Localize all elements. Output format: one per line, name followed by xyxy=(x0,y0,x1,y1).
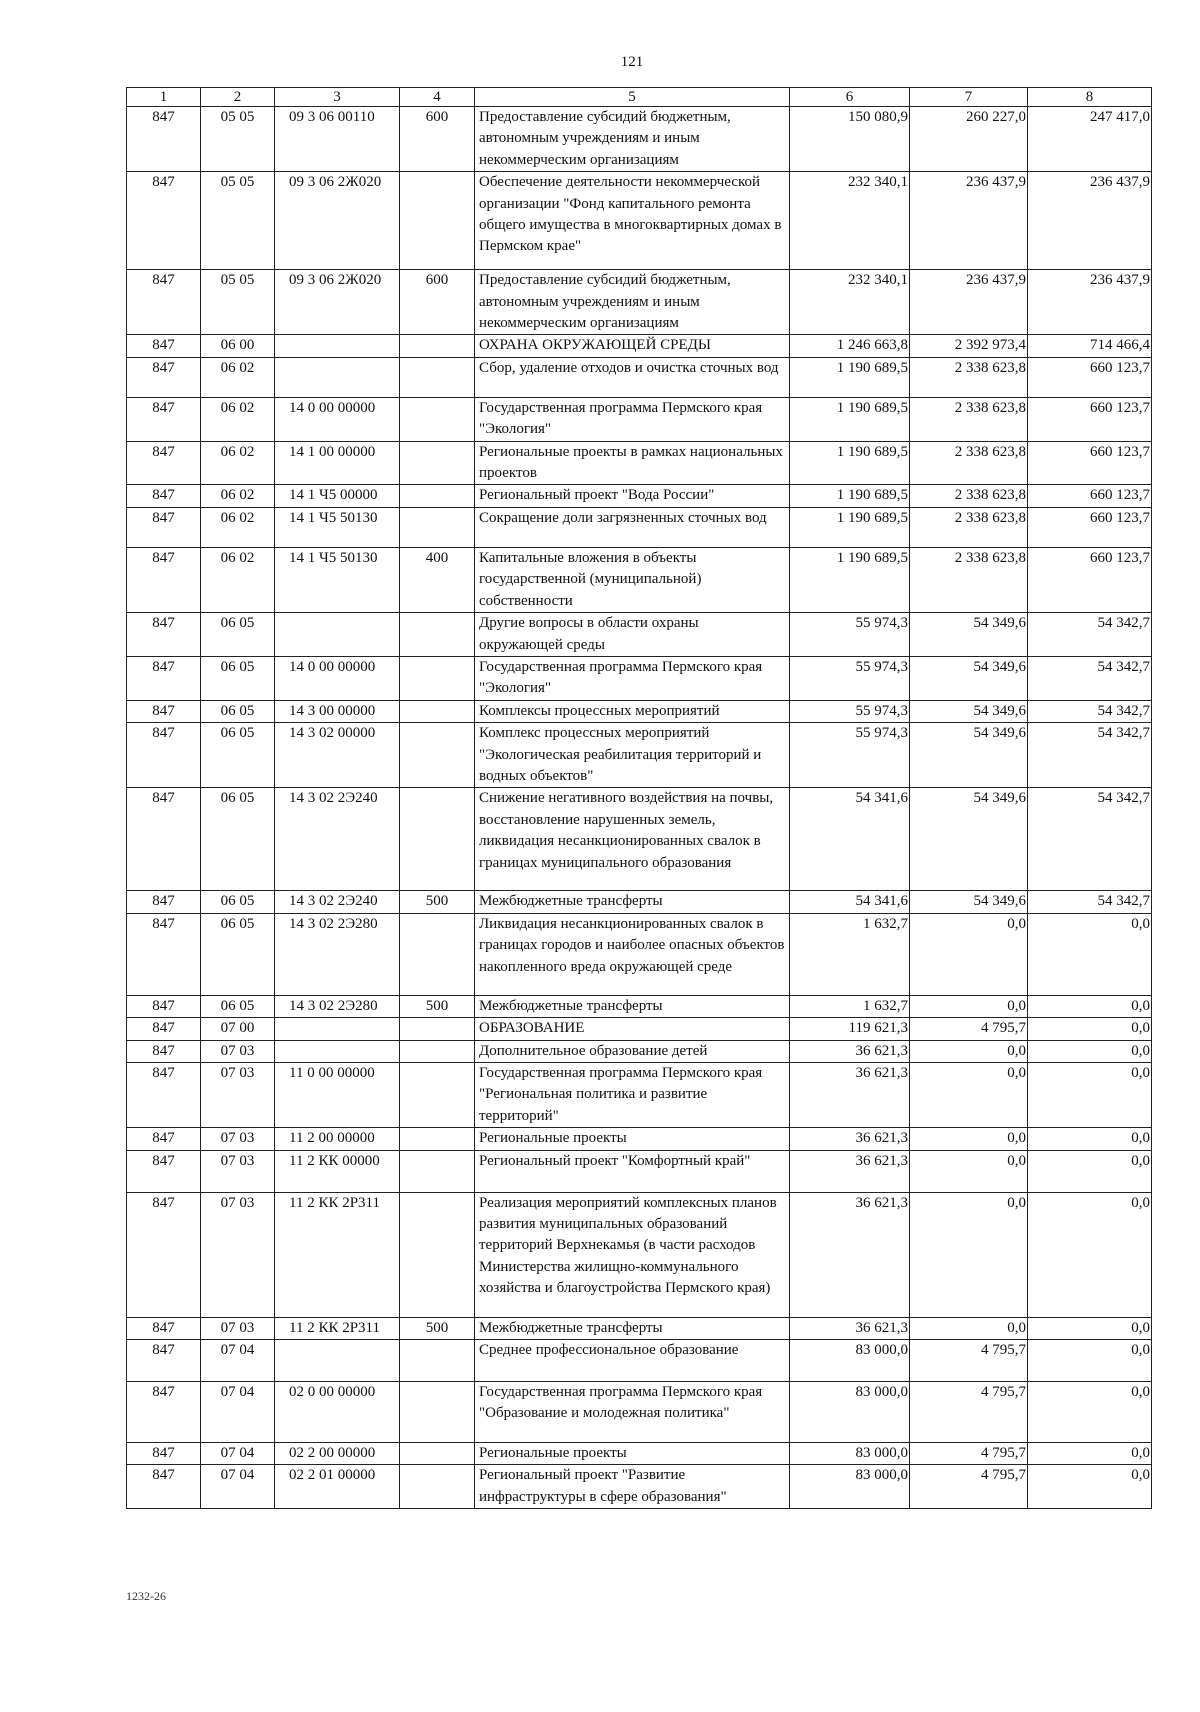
cell-admin-code: 847 xyxy=(127,995,201,1017)
cell-amount-col6: 36 621,3 xyxy=(790,1040,910,1062)
cell-admin-code: 847 xyxy=(127,441,201,485)
table-row xyxy=(127,995,1152,1017)
cell-amount-col8: 660 123,7 xyxy=(1028,507,1152,547)
cell-amount-col6: 1 632,7 xyxy=(790,913,910,995)
cell-section: 07 03 xyxy=(201,1192,275,1317)
table-row xyxy=(127,1128,1152,1150)
cell-description: ОБРАЗОВАНИЕ xyxy=(475,1018,790,1040)
table-row xyxy=(127,613,1152,657)
cell-amount-col8: 236 437,9 xyxy=(1028,172,1152,270)
cell-amount-col8: 0,0 xyxy=(1028,1062,1152,1127)
cell-target-article: 02 0 00 00000 xyxy=(275,1382,400,1443)
cell-admin-code: 847 xyxy=(127,335,201,357)
cell-admin-code: 847 xyxy=(127,1018,201,1040)
cell-section: 07 03 xyxy=(201,1062,275,1127)
column-header: 7 xyxy=(910,88,1028,107)
cell-amount-col7: 2 338 623,8 xyxy=(910,397,1028,441)
cell-admin-code: 847 xyxy=(127,700,201,722)
cell-amount-col7: 54 349,6 xyxy=(910,891,1028,913)
cell-amount-col7: 236 437,9 xyxy=(910,172,1028,270)
cell-expense-type xyxy=(400,485,475,507)
cell-amount-col6: 1 190 689,5 xyxy=(790,357,910,397)
cell-amount-col8: 0,0 xyxy=(1028,1040,1152,1062)
cell-amount-col8: 0,0 xyxy=(1028,995,1152,1017)
cell-admin-code: 847 xyxy=(127,1062,201,1127)
cell-target-article: 02 2 01 00000 xyxy=(275,1465,400,1509)
cell-amount-col7: 0,0 xyxy=(910,1128,1028,1150)
cell-expense-type: 400 xyxy=(400,547,475,612)
cell-amount-col6: 55 974,3 xyxy=(790,613,910,657)
table-row xyxy=(127,788,1152,891)
cell-target-article xyxy=(275,1040,400,1062)
cell-amount-col8: 660 123,7 xyxy=(1028,397,1152,441)
cell-section: 05 05 xyxy=(201,107,275,172)
table-row xyxy=(127,656,1152,700)
cell-amount-col6: 119 621,3 xyxy=(790,1018,910,1040)
cell-section: 07 03 xyxy=(201,1150,275,1192)
cell-admin-code: 847 xyxy=(127,1465,201,1509)
cell-description: Региональные проекты в рамках национальных проектов xyxy=(475,441,790,485)
table-row xyxy=(127,1317,1152,1339)
cell-amount-col7: 236 437,9 xyxy=(910,270,1028,335)
cell-target-article: 02 2 00 00000 xyxy=(275,1443,400,1465)
cell-description: Другие вопросы в области охраны окружающей среды xyxy=(475,613,790,657)
cell-section: 06 02 xyxy=(201,507,275,547)
cell-admin-code: 847 xyxy=(127,1192,201,1317)
cell-amount-col8: 0,0 xyxy=(1028,913,1152,995)
table-row xyxy=(127,485,1152,507)
cell-amount-col6: 36 621,3 xyxy=(790,1128,910,1150)
column-header: 5 xyxy=(475,88,790,107)
cell-amount-col7: 2 338 623,8 xyxy=(910,357,1028,397)
cell-amount-col8: 660 123,7 xyxy=(1028,441,1152,485)
cell-amount-col6: 150 080,9 xyxy=(790,107,910,172)
cell-amount-col8: 54 342,7 xyxy=(1028,656,1152,700)
cell-target-article: 14 3 02 00000 xyxy=(275,723,400,788)
cell-section: 06 05 xyxy=(201,723,275,788)
cell-expense-type: 600 xyxy=(400,270,475,335)
cell-section: 05 05 xyxy=(201,270,275,335)
cell-amount-col6: 55 974,3 xyxy=(790,700,910,722)
cell-admin-code: 847 xyxy=(127,723,201,788)
cell-description: Комплекс процессных мероприятий "Экологическая реабилитация территорий и водных объектов" xyxy=(475,723,790,788)
cell-expense-type xyxy=(400,1340,475,1382)
cell-expense-type xyxy=(400,1062,475,1127)
cell-target-article: 14 0 00 00000 xyxy=(275,397,400,441)
cell-description: Сбор, удаление отходов и очистка сточных вод xyxy=(475,357,790,397)
cell-description: Капитальные вложения в объекты государственной (муниципальной) собственности xyxy=(475,547,790,612)
cell-admin-code: 847 xyxy=(127,1443,201,1465)
cell-target-article: 09 3 06 2Ж020 xyxy=(275,172,400,270)
cell-amount-col7: 54 349,6 xyxy=(910,656,1028,700)
cell-amount-col7: 2 338 623,8 xyxy=(910,547,1028,612)
cell-amount-col6: 83 000,0 xyxy=(790,1382,910,1443)
cell-section: 07 00 xyxy=(201,1018,275,1040)
column-header: 4 xyxy=(400,88,475,107)
cell-description: Межбюджетные трансферты xyxy=(475,1317,790,1339)
cell-section: 06 02 xyxy=(201,441,275,485)
cell-amount-col7: 54 349,6 xyxy=(910,723,1028,788)
cell-amount-col8: 54 342,7 xyxy=(1028,788,1152,891)
cell-section: 07 04 xyxy=(201,1382,275,1443)
table-row xyxy=(127,891,1152,913)
cell-target-article: 14 1 Ч5 50130 xyxy=(275,507,400,547)
table-row xyxy=(127,270,1152,335)
cell-amount-col8: 660 123,7 xyxy=(1028,485,1152,507)
cell-amount-col7: 2 338 623,8 xyxy=(910,441,1028,485)
table-row xyxy=(127,723,1152,788)
cell-expense-type xyxy=(400,1128,475,1150)
cell-amount-col8: 54 342,7 xyxy=(1028,613,1152,657)
cell-amount-col7: 54 349,6 xyxy=(910,700,1028,722)
cell-expense-type: 500 xyxy=(400,1317,475,1339)
cell-target-article: 09 3 06 00110 xyxy=(275,107,400,172)
column-header: 1 xyxy=(127,88,201,107)
cell-amount-col7: 54 349,6 xyxy=(910,613,1028,657)
cell-target-article: 11 2 КК 2Р311 xyxy=(275,1317,400,1339)
cell-target-article: 14 1 00 00000 xyxy=(275,441,400,485)
table-row xyxy=(127,1340,1152,1382)
cell-admin-code: 847 xyxy=(127,891,201,913)
cell-admin-code: 847 xyxy=(127,788,201,891)
cell-admin-code: 847 xyxy=(127,107,201,172)
cell-section: 07 04 xyxy=(201,1443,275,1465)
cell-description: Региональные проекты xyxy=(475,1443,790,1465)
cell-target-article: 14 1 Ч5 00000 xyxy=(275,485,400,507)
cell-admin-code: 847 xyxy=(127,1382,201,1443)
table-row xyxy=(127,397,1152,441)
cell-amount-col8: 0,0 xyxy=(1028,1128,1152,1150)
cell-amount-col8: 0,0 xyxy=(1028,1018,1152,1040)
cell-section: 06 05 xyxy=(201,788,275,891)
cell-description: Межбюджетные трансферты xyxy=(475,891,790,913)
cell-amount-col6: 36 621,3 xyxy=(790,1150,910,1192)
cell-section: 06 05 xyxy=(201,913,275,995)
cell-section: 07 04 xyxy=(201,1465,275,1509)
cell-amount-col7: 2 392 973,4 xyxy=(910,335,1028,357)
table-row xyxy=(127,1040,1152,1062)
cell-amount-col6: 1 190 689,5 xyxy=(790,441,910,485)
cell-expense-type xyxy=(400,335,475,357)
cell-amount-col8: 660 123,7 xyxy=(1028,547,1152,612)
cell-admin-code: 847 xyxy=(127,1040,201,1062)
cell-amount-col7: 2 338 623,8 xyxy=(910,507,1028,547)
cell-target-article: 14 3 00 00000 xyxy=(275,700,400,722)
cell-amount-col7: 4 795,7 xyxy=(910,1340,1028,1382)
cell-section: 06 05 xyxy=(201,656,275,700)
cell-description: Предоставление субсидий бюджетным, автономным учреждениям и иным некоммерческим организациям xyxy=(475,270,790,335)
cell-section: 06 05 xyxy=(201,995,275,1017)
cell-amount-col6: 83 000,0 xyxy=(790,1443,910,1465)
document-code: 1232-26 xyxy=(126,1589,166,1603)
cell-amount-col8: 0,0 xyxy=(1028,1443,1152,1465)
cell-target-article xyxy=(275,613,400,657)
cell-description: Региональные проекты xyxy=(475,1128,790,1150)
cell-description: Дополнительное образование детей xyxy=(475,1040,790,1062)
table-row xyxy=(127,1062,1152,1127)
column-header: 2 xyxy=(201,88,275,107)
cell-section: 07 03 xyxy=(201,1040,275,1062)
cell-expense-type: 500 xyxy=(400,891,475,913)
cell-target-article: 14 3 02 2Э240 xyxy=(275,891,400,913)
cell-admin-code: 847 xyxy=(127,913,201,995)
cell-admin-code: 847 xyxy=(127,656,201,700)
cell-section: 06 02 xyxy=(201,357,275,397)
cell-amount-col8: 660 123,7 xyxy=(1028,357,1152,397)
cell-description: Среднее профессиональное образование xyxy=(475,1340,790,1382)
cell-amount-col8: 0,0 xyxy=(1028,1192,1152,1317)
cell-expense-type: 600 xyxy=(400,107,475,172)
table-header-row xyxy=(127,88,1152,107)
cell-expense-type xyxy=(400,700,475,722)
cell-amount-col7: 0,0 xyxy=(910,1150,1028,1192)
cell-amount-col8: 236 437,9 xyxy=(1028,270,1152,335)
cell-target-article: 14 3 02 2Э280 xyxy=(275,913,400,995)
cell-target-article xyxy=(275,357,400,397)
cell-amount-col7: 0,0 xyxy=(910,1192,1028,1317)
cell-description: Региональный проект "Вода России" xyxy=(475,485,790,507)
cell-amount-col6: 36 621,3 xyxy=(790,1192,910,1317)
cell-target-article: 14 3 02 2Э280 xyxy=(275,995,400,1017)
cell-amount-col6: 1 190 689,5 xyxy=(790,507,910,547)
cell-amount-col6: 232 340,1 xyxy=(790,172,910,270)
table-row xyxy=(127,913,1152,995)
cell-admin-code: 847 xyxy=(127,485,201,507)
cell-description: Региональный проект "Комфортный край" xyxy=(475,1150,790,1192)
cell-section: 07 03 xyxy=(201,1317,275,1339)
cell-expense-type xyxy=(400,1443,475,1465)
column-header: 8 xyxy=(1028,88,1152,107)
cell-expense-type xyxy=(400,1040,475,1062)
cell-description: Снижение негативного воздействия на почвы, восстановление нарушенных земель, ликвидация несанкционированных свалок в границах муниципального образования xyxy=(475,788,790,891)
cell-amount-col7: 4 795,7 xyxy=(910,1443,1028,1465)
cell-target-article xyxy=(275,335,400,357)
cell-amount-col8: 0,0 xyxy=(1028,1317,1152,1339)
cell-section: 07 04 xyxy=(201,1340,275,1382)
cell-amount-col7: 0,0 xyxy=(910,1317,1028,1339)
cell-amount-col6: 36 621,3 xyxy=(790,1062,910,1127)
cell-description: Реализация мероприятий комплексных планов развития муниципальных образований территорий Верхнекамья (в части расходов Министерства жилищно-коммунального хозяйства и благоустройства Пермского края) xyxy=(475,1192,790,1317)
cell-description: Сокращение доли загрязненных сточных вод xyxy=(475,507,790,547)
cell-expense-type xyxy=(400,397,475,441)
cell-amount-col6: 54 341,6 xyxy=(790,788,910,891)
cell-target-article xyxy=(275,1340,400,1382)
column-header: 3 xyxy=(275,88,400,107)
cell-section: 06 05 xyxy=(201,613,275,657)
cell-section: 05 05 xyxy=(201,172,275,270)
table-row xyxy=(127,172,1152,270)
table-row xyxy=(127,1465,1152,1509)
cell-amount-col6: 1 632,7 xyxy=(790,995,910,1017)
cell-admin-code: 847 xyxy=(127,1317,201,1339)
cell-amount-col6: 83 000,0 xyxy=(790,1465,910,1509)
table-row xyxy=(127,335,1152,357)
cell-target-article: 14 1 Ч5 50130 xyxy=(275,547,400,612)
cell-amount-col7: 4 795,7 xyxy=(910,1465,1028,1509)
cell-amount-col6: 1 190 689,5 xyxy=(790,397,910,441)
cell-expense-type xyxy=(400,613,475,657)
cell-expense-type xyxy=(400,507,475,547)
cell-admin-code: 847 xyxy=(127,397,201,441)
cell-amount-col6: 1 190 689,5 xyxy=(790,547,910,612)
cell-admin-code: 847 xyxy=(127,1128,201,1150)
cell-target-article: 14 0 00 00000 xyxy=(275,656,400,700)
cell-target-article: 11 2 КК 2Р311 xyxy=(275,1192,400,1317)
cell-amount-col8: 714 466,4 xyxy=(1028,335,1152,357)
cell-description: Межбюджетные трансферты xyxy=(475,995,790,1017)
cell-amount-col7: 0,0 xyxy=(910,913,1028,995)
cell-section: 06 00 xyxy=(201,335,275,357)
cell-expense-type xyxy=(400,1150,475,1192)
cell-expense-type xyxy=(400,357,475,397)
cell-expense-type xyxy=(400,913,475,995)
cell-admin-code: 847 xyxy=(127,1340,201,1382)
cell-description: Государственная программа Пермского края "Экология" xyxy=(475,656,790,700)
cell-amount-col8: 0,0 xyxy=(1028,1340,1152,1382)
cell-target-article: 11 2 00 00000 xyxy=(275,1128,400,1150)
cell-amount-col7: 0,0 xyxy=(910,1040,1028,1062)
cell-section: 06 02 xyxy=(201,485,275,507)
cell-admin-code: 847 xyxy=(127,1150,201,1192)
cell-admin-code: 847 xyxy=(127,357,201,397)
cell-target-article: 14 3 02 2Э240 xyxy=(275,788,400,891)
cell-expense-type xyxy=(400,656,475,700)
page-number: 121 xyxy=(620,54,644,70)
cell-description: Государственная программа Пермского края "Образование и молодежная политика" xyxy=(475,1382,790,1443)
cell-expense-type xyxy=(400,1018,475,1040)
cell-expense-type xyxy=(400,441,475,485)
cell-admin-code: 847 xyxy=(127,270,201,335)
cell-target-article: 11 2 КК 00000 xyxy=(275,1150,400,1192)
table-row xyxy=(127,357,1152,397)
table-row xyxy=(127,1018,1152,1040)
cell-amount-col6: 55 974,3 xyxy=(790,656,910,700)
table-row xyxy=(127,507,1152,547)
cell-amount-col7: 2 338 623,8 xyxy=(910,485,1028,507)
cell-amount-col7: 4 795,7 xyxy=(910,1382,1028,1443)
cell-expense-type xyxy=(400,172,475,270)
cell-description: Обеспечение деятельности некоммерческой организации "Фонд капитального ремонта общего имущества в многоквартирных домах в Пермском крае" xyxy=(475,172,790,270)
cell-amount-col6: 83 000,0 xyxy=(790,1340,910,1382)
cell-amount-col6: 1 190 689,5 xyxy=(790,485,910,507)
cell-amount-col6: 1 246 663,8 xyxy=(790,335,910,357)
cell-expense-type xyxy=(400,1465,475,1509)
cell-description: Государственная программа Пермского края "Экология" xyxy=(475,397,790,441)
cell-amount-col7: 0,0 xyxy=(910,995,1028,1017)
cell-expense-type xyxy=(400,788,475,891)
cell-target-article: 09 3 06 2Ж020 xyxy=(275,270,400,335)
cell-description: Ликвидация несанкционированных свалок в границах городов и наиболее опасных объектов накопленного вреда окружающей среде xyxy=(475,913,790,995)
table-row xyxy=(127,1382,1152,1443)
cell-amount-col7: 54 349,6 xyxy=(910,788,1028,891)
cell-amount-col7: 4 795,7 xyxy=(910,1018,1028,1040)
cell-amount-col6: 54 341,6 xyxy=(790,891,910,913)
cell-target-article: 11 0 00 00000 xyxy=(275,1062,400,1127)
cell-amount-col8: 54 342,7 xyxy=(1028,891,1152,913)
cell-amount-col8: 0,0 xyxy=(1028,1382,1152,1443)
cell-description: Комплексы процессных мероприятий xyxy=(475,700,790,722)
cell-amount-col7: 0,0 xyxy=(910,1062,1028,1127)
cell-expense-type xyxy=(400,1192,475,1317)
cell-section: 06 05 xyxy=(201,700,275,722)
cell-description: Государственная программа Пермского края "Региональная политика и развитие территорий" xyxy=(475,1062,790,1127)
cell-amount-col8: 247 417,0 xyxy=(1028,107,1152,172)
table-row xyxy=(127,1192,1152,1317)
budget-table xyxy=(126,87,1152,1509)
cell-description: Предоставление субсидий бюджетным, автономным учреждениям и иным некоммерческим организациям xyxy=(475,107,790,172)
cell-admin-code: 847 xyxy=(127,547,201,612)
cell-amount-col8: 0,0 xyxy=(1028,1150,1152,1192)
cell-amount-col6: 36 621,3 xyxy=(790,1317,910,1339)
cell-admin-code: 847 xyxy=(127,613,201,657)
cell-amount-col8: 0,0 xyxy=(1028,1465,1152,1509)
cell-expense-type xyxy=(400,723,475,788)
table-row xyxy=(127,1150,1152,1192)
table-row xyxy=(127,107,1152,172)
cell-target-article xyxy=(275,1018,400,1040)
cell-expense-type xyxy=(400,1382,475,1443)
cell-amount-col6: 55 974,3 xyxy=(790,723,910,788)
table-row xyxy=(127,441,1152,485)
cell-amount-col8: 54 342,7 xyxy=(1028,723,1152,788)
cell-amount-col6: 232 340,1 xyxy=(790,270,910,335)
cell-section: 06 02 xyxy=(201,547,275,612)
table-row xyxy=(127,700,1152,722)
cell-description: Региональный проект "Развитие инфраструктуры в сфере образования" xyxy=(475,1465,790,1509)
cell-section: 06 02 xyxy=(201,397,275,441)
cell-amount-col8: 54 342,7 xyxy=(1028,700,1152,722)
cell-section: 07 03 xyxy=(201,1128,275,1150)
cell-description: ОХРАНА ОКРУЖАЮЩЕЙ СРЕДЫ xyxy=(475,335,790,357)
cell-admin-code: 847 xyxy=(127,172,201,270)
table-row xyxy=(127,1443,1152,1465)
cell-admin-code: 847 xyxy=(127,507,201,547)
cell-section: 06 05 xyxy=(201,891,275,913)
column-header: 6 xyxy=(790,88,910,107)
cell-expense-type: 500 xyxy=(400,995,475,1017)
table-row xyxy=(127,547,1152,612)
cell-amount-col7: 260 227,0 xyxy=(910,107,1028,172)
